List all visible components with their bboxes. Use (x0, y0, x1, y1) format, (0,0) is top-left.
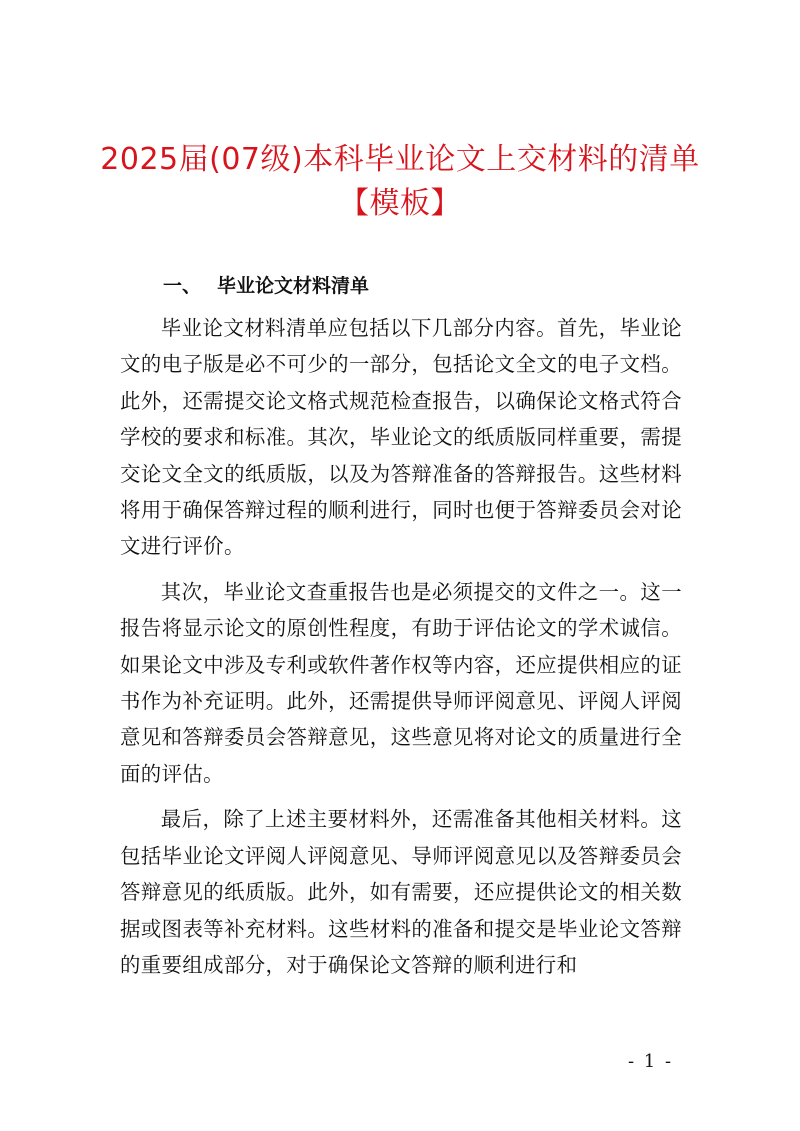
section-heading (163, 271, 369, 301)
section-number: 一、 (163, 275, 202, 297)
document-title: 2025届(07级)本科毕业论文上交材料的清单【模板】 (100, 142, 700, 221)
document-body (120, 310, 682, 992)
body-paragraph-2: 其次，毕业论文查重报告也是必须提交的文件之一。这一报告将显示论文的原创性程度，有助于评估论文的学术诚信。如果论文中涉及专利或软件著作权等内容，还应提供相应的证书作为补充证明。此外，还需提供导师评阅意见、评阅人评阅意见和答辩委员会答辩意见，这些意见将对论文的质量进行全面的评估。 (120, 579, 682, 786)
page-number: - 1 - (628, 1051, 674, 1072)
body-paragraph-1: 毕业论文材料清单应包括以下几部分内容。首先，毕业论文的电子版是必不可少的一部分，包括论文全文的电子文档。此外，还需提交论文格式规范检查报告，以确保论文格式符合学校的要求和标准。其次，毕业论文的纸质版同样重要，需提交论文全文的纸质版，以及为答辩准备的答辩报告。这些材料将用于确保答辩过程的顺利进行，同时也便于答辩委员会对论文进行评价。 (120, 316, 682, 559)
section-heading-text: 毕业论文材料清单 (217, 275, 370, 297)
body-paragraph-3: 最后，除了上述主要材料外，还需准备其他相关材料。这包括毕业论文评阅人评阅意见、导师评阅意见以及答辩委员会答辩意见的纸质版。此外，如有需要，还应提供论文的相关数据或图表等补充材料。这些材料的准备和提交是毕业论文答辩的重要组成部分，对于确保论文答辩的顺利进行和 (120, 807, 682, 977)
